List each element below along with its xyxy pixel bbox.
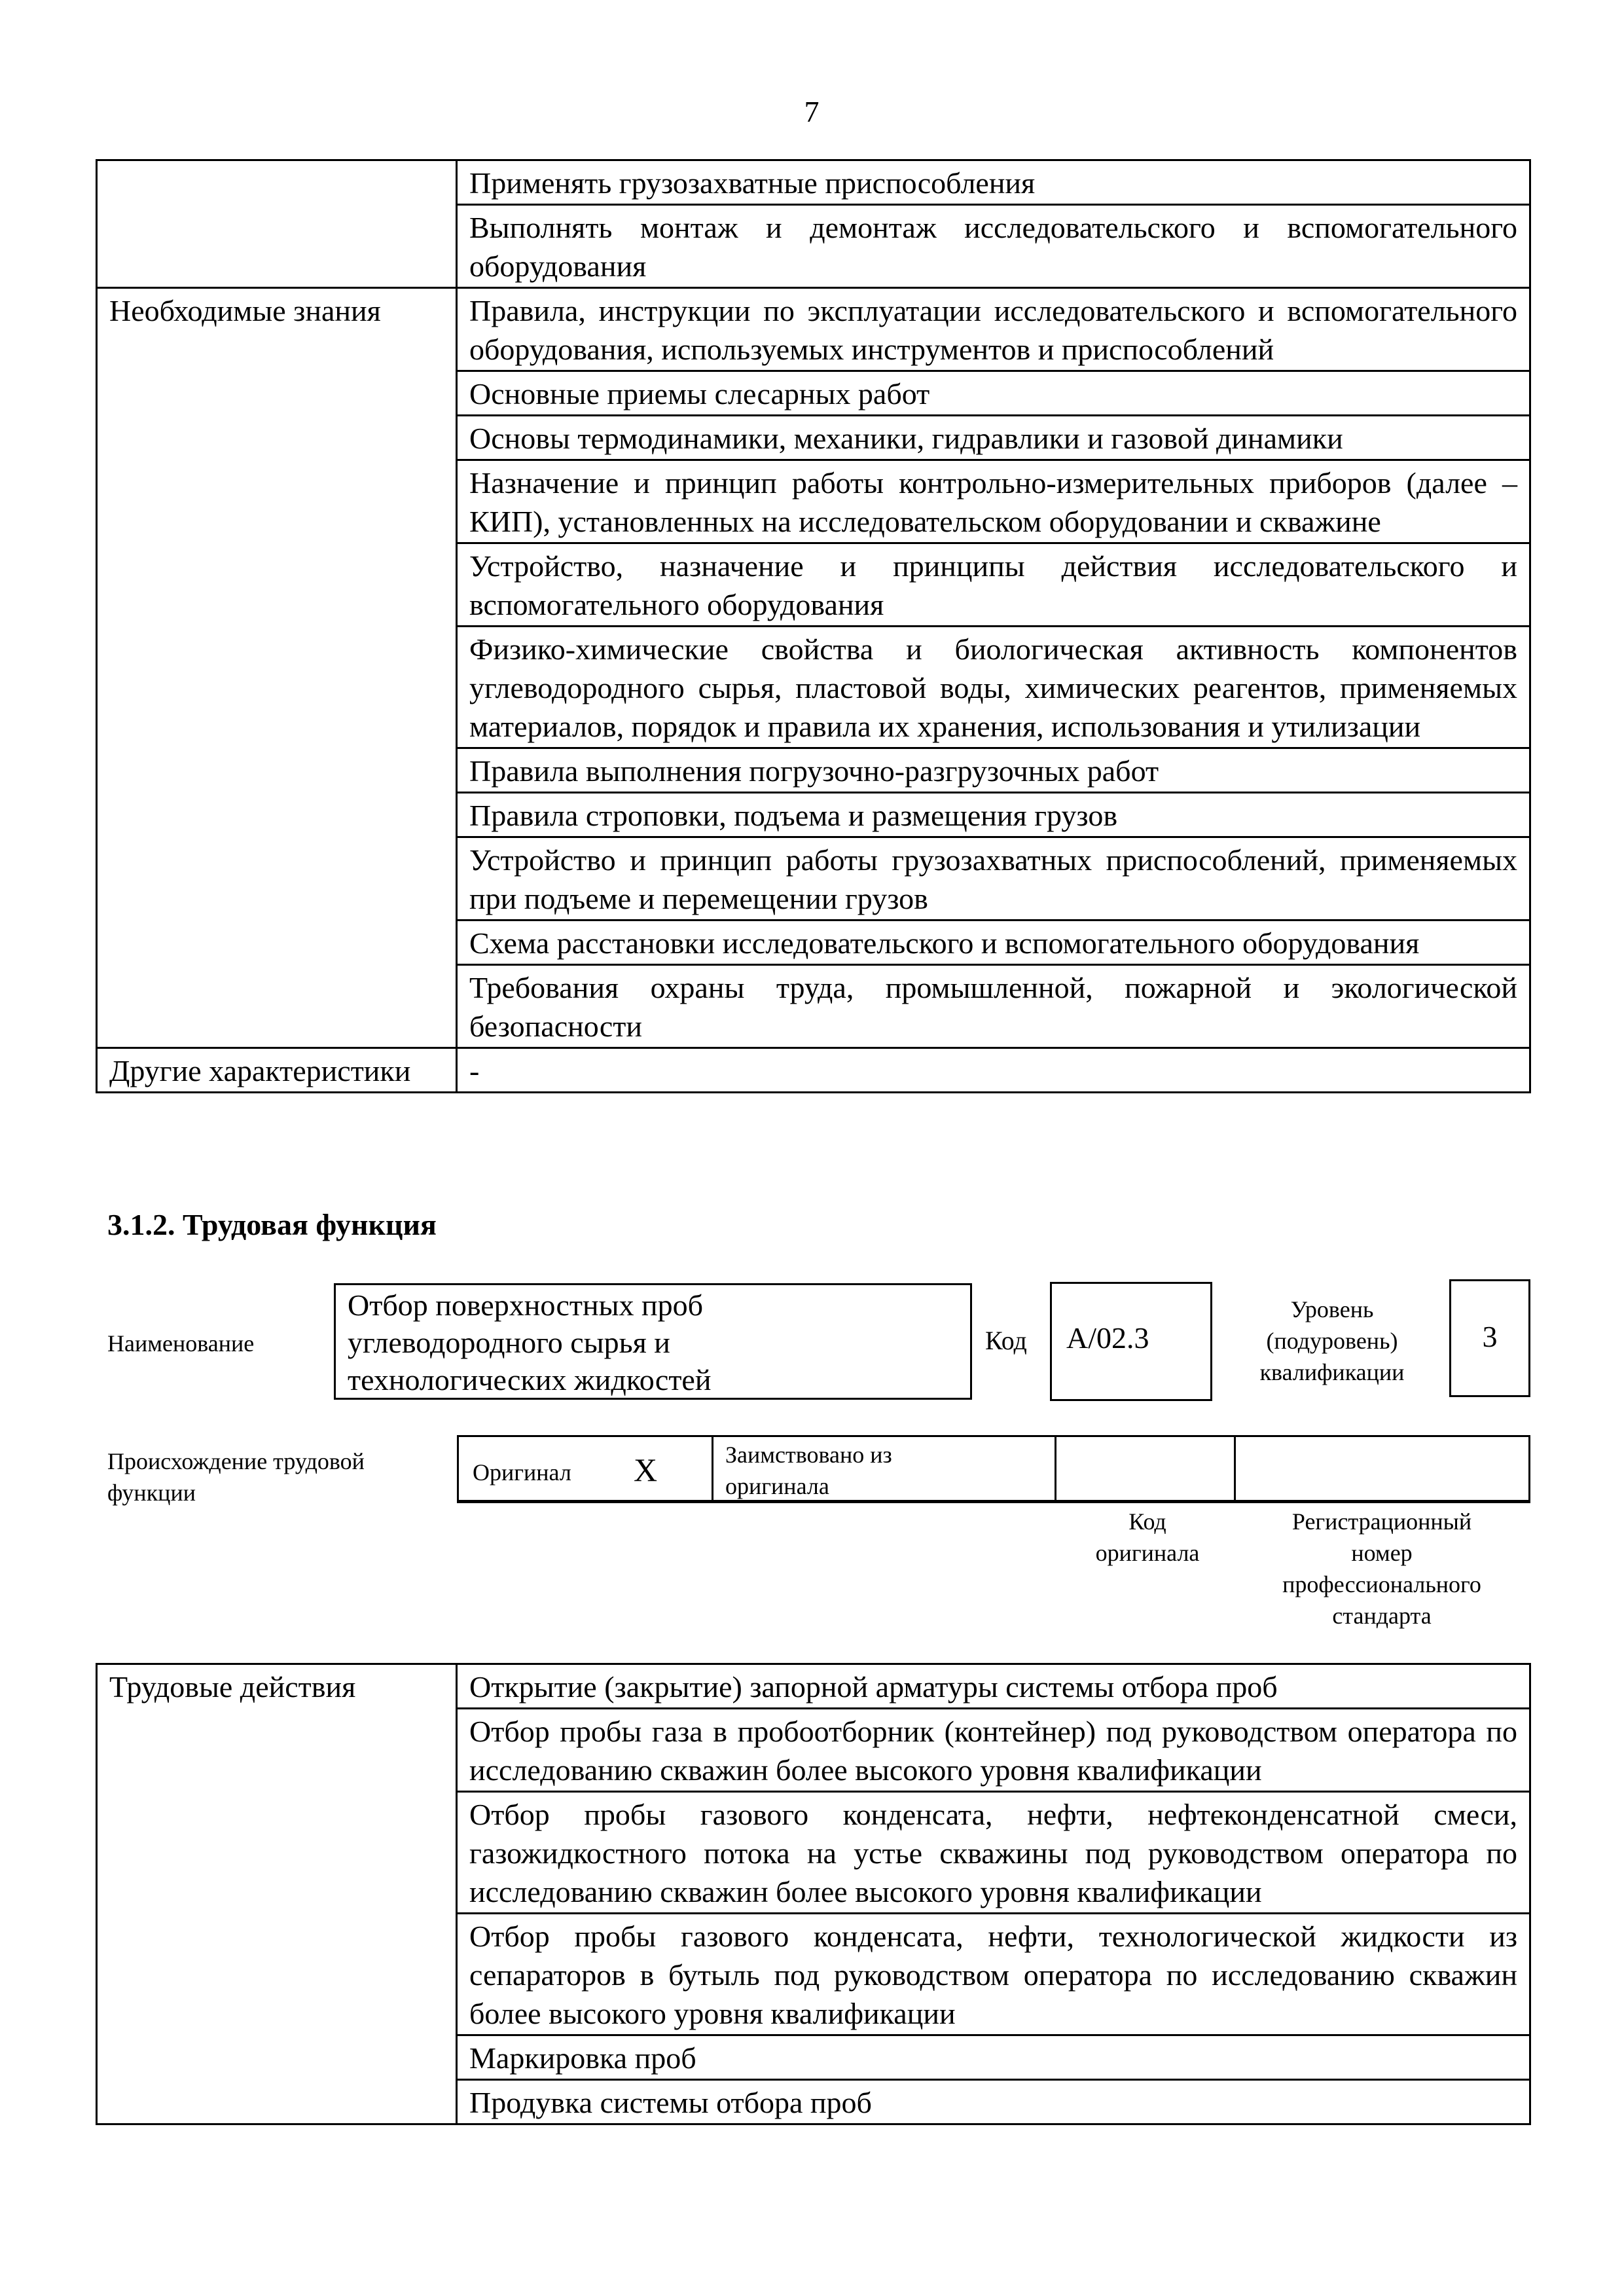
row-item-text: Требования охраны труда, промышленной, пожарной и экологической безопасности (457, 965, 1530, 1048)
original-mark: X (634, 1451, 658, 1488)
level-label-line: (подуровень) (1266, 1328, 1398, 1354)
caption-line: стандарта (1332, 1603, 1432, 1629)
row-item-text: Устройство, назначение и принципы действия исследовательского и вспомогательного оборудования (457, 543, 1530, 627)
borrowed-label (725, 1439, 1053, 1502)
qualification-level-value: 3 (1449, 1279, 1530, 1397)
row-item-text: Выполнять монтаж и демонтаж исследовательского и вспомогательного оборудования (457, 205, 1530, 288)
row-item-text: Продувка системы отбора проб (457, 2080, 1530, 2124)
code-label: Код (985, 1326, 1027, 1355)
origin-divider (712, 1437, 713, 1500)
section-heading: 3.1.2. Трудовая функция (107, 1208, 437, 1241)
origin-label-line: функции (107, 1480, 196, 1506)
caption-line: Код (1128, 1508, 1166, 1535)
page-number: 7 (804, 95, 820, 128)
row-item-text: Устройство и принцип работы грузозахватных приспособлений, применяемых при подъеме и перемещении грузов (457, 837, 1530, 920)
level-label-line: квалификации (1259, 1359, 1405, 1385)
original-code-caption (1046, 1506, 1249, 1569)
origin-label (107, 1446, 365, 1508)
table-row (97, 160, 1530, 205)
row-item-text: Отбор пробы газового конденсата, нефти, технологической жидкости из сепараторов в бутыль под руководством оператора по исследованию скважин более высокого уровня квалификации (457, 1914, 1530, 2035)
row-item-text: Физико-химические свойства и биологическая активность компонентов углеводородного сырья, пластовой воды, химических реагентов, применяемых материалов, порядок и правила их хранения, использования и утилизации (457, 627, 1530, 748)
row-item-text: Назначение и принцип работы контрольно-измерительных приборов (далее – КИП), установленных на исследовательском оборудовании и скважине (457, 460, 1530, 543)
level-label-line: Уровень (1290, 1296, 1374, 1322)
borrowed-label-line: Заимствовано из (725, 1442, 892, 1468)
origin-divider (1055, 1437, 1056, 1500)
row-item-text: Маркировка проб (457, 2035, 1530, 2080)
row-item-text: Правила строповки, подъема и размещения грузов (457, 793, 1530, 837)
function-name-box (334, 1283, 972, 1400)
row-item-text: Правила выполнения погрузочно-разгрузочных работ (457, 748, 1530, 793)
function-name-line: углеводородного сырья и (348, 1326, 670, 1359)
row-item-text: Применять грузозахватные приспособления (457, 160, 1530, 205)
qualification-level-label (1224, 1294, 1440, 1388)
caption-line: номер (1351, 1540, 1413, 1566)
row-item-text: Открытие (закрытие) запорной арматуры системы отбора проб (457, 1664, 1530, 1709)
row-category-label (97, 160, 457, 288)
table-row (97, 1048, 1530, 1093)
row-item-text: Правила, инструкции по эксплуатации исследовательского и вспомогательного оборудования, используемых инструментов и приспособлений (457, 288, 1530, 371)
borrowed-label-line: оригинала (725, 1473, 829, 1499)
origin-underline (457, 1501, 1530, 1503)
knowledge-table (96, 159, 1531, 1093)
row-item-text: Отбор пробы газового конденсата, нефти, нефтеконденсатной смеси, газожидкостного потока на устье скважины под руководством оператора по исследованию скважин более высокого уровня квалификации (457, 1792, 1530, 1914)
row-item-text: Основные приемы слесарных работ (457, 371, 1530, 416)
registration-number-caption (1233, 1506, 1530, 1631)
original-label: Оригинал (473, 1459, 571, 1485)
function-name-line: технологических жидкостей (348, 1363, 712, 1396)
table-row (97, 288, 1530, 371)
row-category-label: Необходимые знания (97, 288, 457, 1048)
labor-actions-table (96, 1663, 1531, 2125)
caption-line: профессионального (1282, 1571, 1481, 1597)
table-row (97, 1664, 1530, 1709)
origin-label-line: Происхождение трудовой (107, 1448, 365, 1474)
row-category-label: Другие характеристики (97, 1048, 457, 1093)
row-category-label: Трудовые действия (97, 1664, 457, 2124)
caption-line: Регистрационный (1291, 1508, 1472, 1535)
row-item-text: - (457, 1048, 1530, 1093)
row-item-text: Схема расстановки исследовательского и вспомогательного оборудования (457, 920, 1530, 965)
origin-divider (1234, 1437, 1236, 1500)
code-value: А/02.3 (1050, 1282, 1212, 1401)
function-name-line: Отбор поверхностных проб (348, 1288, 704, 1322)
row-item-text: Основы термодинамики, механики, гидравлики и газовой динамики (457, 416, 1530, 460)
name-label: Наименование (107, 1330, 255, 1357)
row-item-text: Отбор пробы газа в пробоотборник (контейнер) под руководством оператора по исследованию скважин более высокого уровня квалификации (457, 1709, 1530, 1792)
caption-line: оригинала (1095, 1540, 1200, 1566)
